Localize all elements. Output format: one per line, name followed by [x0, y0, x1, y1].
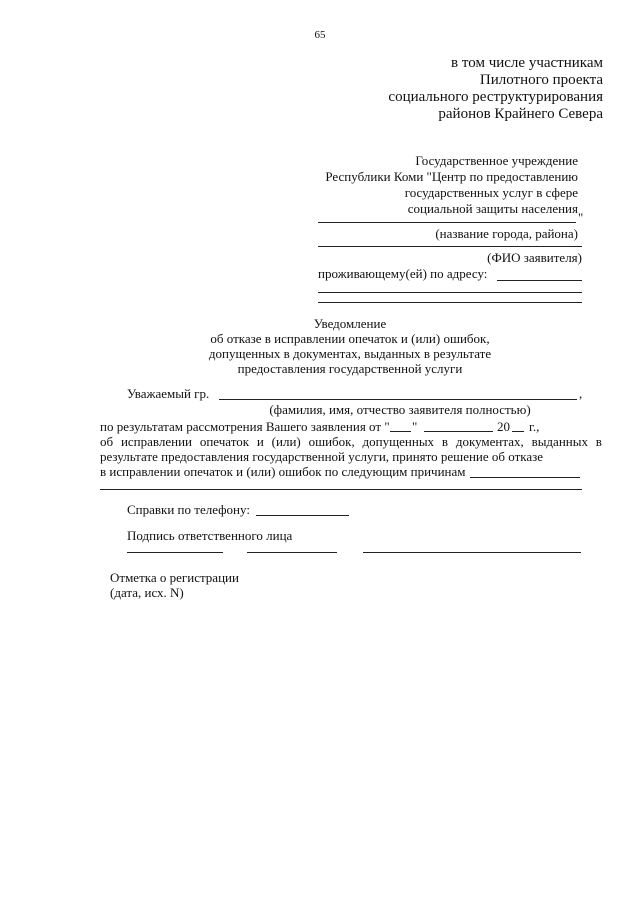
date-day-blank — [390, 431, 411, 432]
hint-fio: (ФИО заявителя) — [487, 250, 582, 265]
phone-label: Справки по телефону: — [127, 502, 250, 517]
hint-fullname: (фамилия, имя, отчество заявителя полностью) — [269, 402, 531, 417]
title-line-2: об отказе в исправлении опечаток и (или) ошибок, — [210, 331, 490, 346]
fullname-blank-line — [219, 399, 577, 400]
institution-line-2: Республики Коми "Центр по предоставлению — [325, 169, 578, 184]
body-word: документах, — [455, 434, 524, 449]
body-line-1-left: по результатам рассмотрения Вашего заявления от " — [100, 419, 390, 434]
title-line-3: допущенных в документах, выданных в результате — [208, 346, 492, 361]
fio-blank-line — [318, 246, 582, 247]
body-word: исправлении — [120, 434, 193, 449]
address-blank-line-3 — [318, 302, 582, 303]
address-blank-line-2 — [318, 292, 582, 293]
body-word: ошибок, — [308, 434, 355, 449]
phone-blank-line — [256, 515, 349, 516]
signature-label: Подпись ответственного лица — [127, 528, 293, 543]
institution-quote: " — [578, 210, 584, 225]
registration-line-2: (дата, исх. N) — [110, 585, 184, 600]
title-line-1: Уведомление — [313, 316, 387, 331]
date-year-blank — [512, 431, 524, 432]
body-line-3: результате предоставления государственной услуги, принято решение об отказе — [100, 449, 544, 464]
reasons-blank-line-1 — [470, 477, 580, 478]
signature-sign-blank — [247, 552, 337, 553]
title-line-4: предоставления государственной услуги — [237, 361, 463, 376]
header-line-2: Пилотного проекта — [479, 72, 603, 88]
salutation: Уважаемый гр. — [127, 386, 210, 401]
body-word: об — [100, 434, 114, 449]
page-number: 65 — [314, 29, 326, 41]
body-word: опечаток — [199, 434, 250, 449]
signature-position-blank — [127, 552, 223, 553]
hint-city: (название города, района) — [435, 226, 578, 241]
date-month-blank — [424, 431, 493, 432]
address-label: проживающему(ей) по адресу: — [318, 266, 488, 281]
body-word: в — [595, 434, 602, 449]
body-word: (или) — [271, 434, 301, 449]
body-word: в — [441, 434, 449, 449]
header-line-3: социального реструктурирования — [388, 89, 603, 105]
body-line-1-quote: " — [412, 419, 418, 434]
body-line-1-year: 20 — [497, 419, 510, 434]
signature-name-blank — [363, 552, 581, 553]
body-word: выданных — [531, 434, 588, 449]
body-word: допущенных — [362, 434, 435, 449]
registration-line-1: Отметка о регистрации — [110, 570, 239, 585]
institution-blank-line — [318, 222, 576, 223]
body-line-4: в исправлении опечаток и (или) ошибок по следующим причинам — [100, 464, 466, 479]
header-line-4: районов Крайнего Севера — [438, 106, 603, 122]
address-blank-line-1 — [497, 280, 582, 281]
header-line-1: в том числе участникам — [451, 55, 603, 71]
salutation-comma: , — [579, 386, 583, 401]
institution-line-3: государственных услуг в сфере — [404, 185, 578, 200]
institution-line-4: социальной защиты населения — [407, 201, 578, 216]
reasons-blank-line-2 — [100, 489, 582, 490]
body-word: и — [256, 434, 264, 449]
body-line-2 — [100, 434, 602, 449]
body-line-1-end: г., — [529, 419, 540, 434]
institution-line-1: Государственное учреждение — [415, 153, 578, 168]
